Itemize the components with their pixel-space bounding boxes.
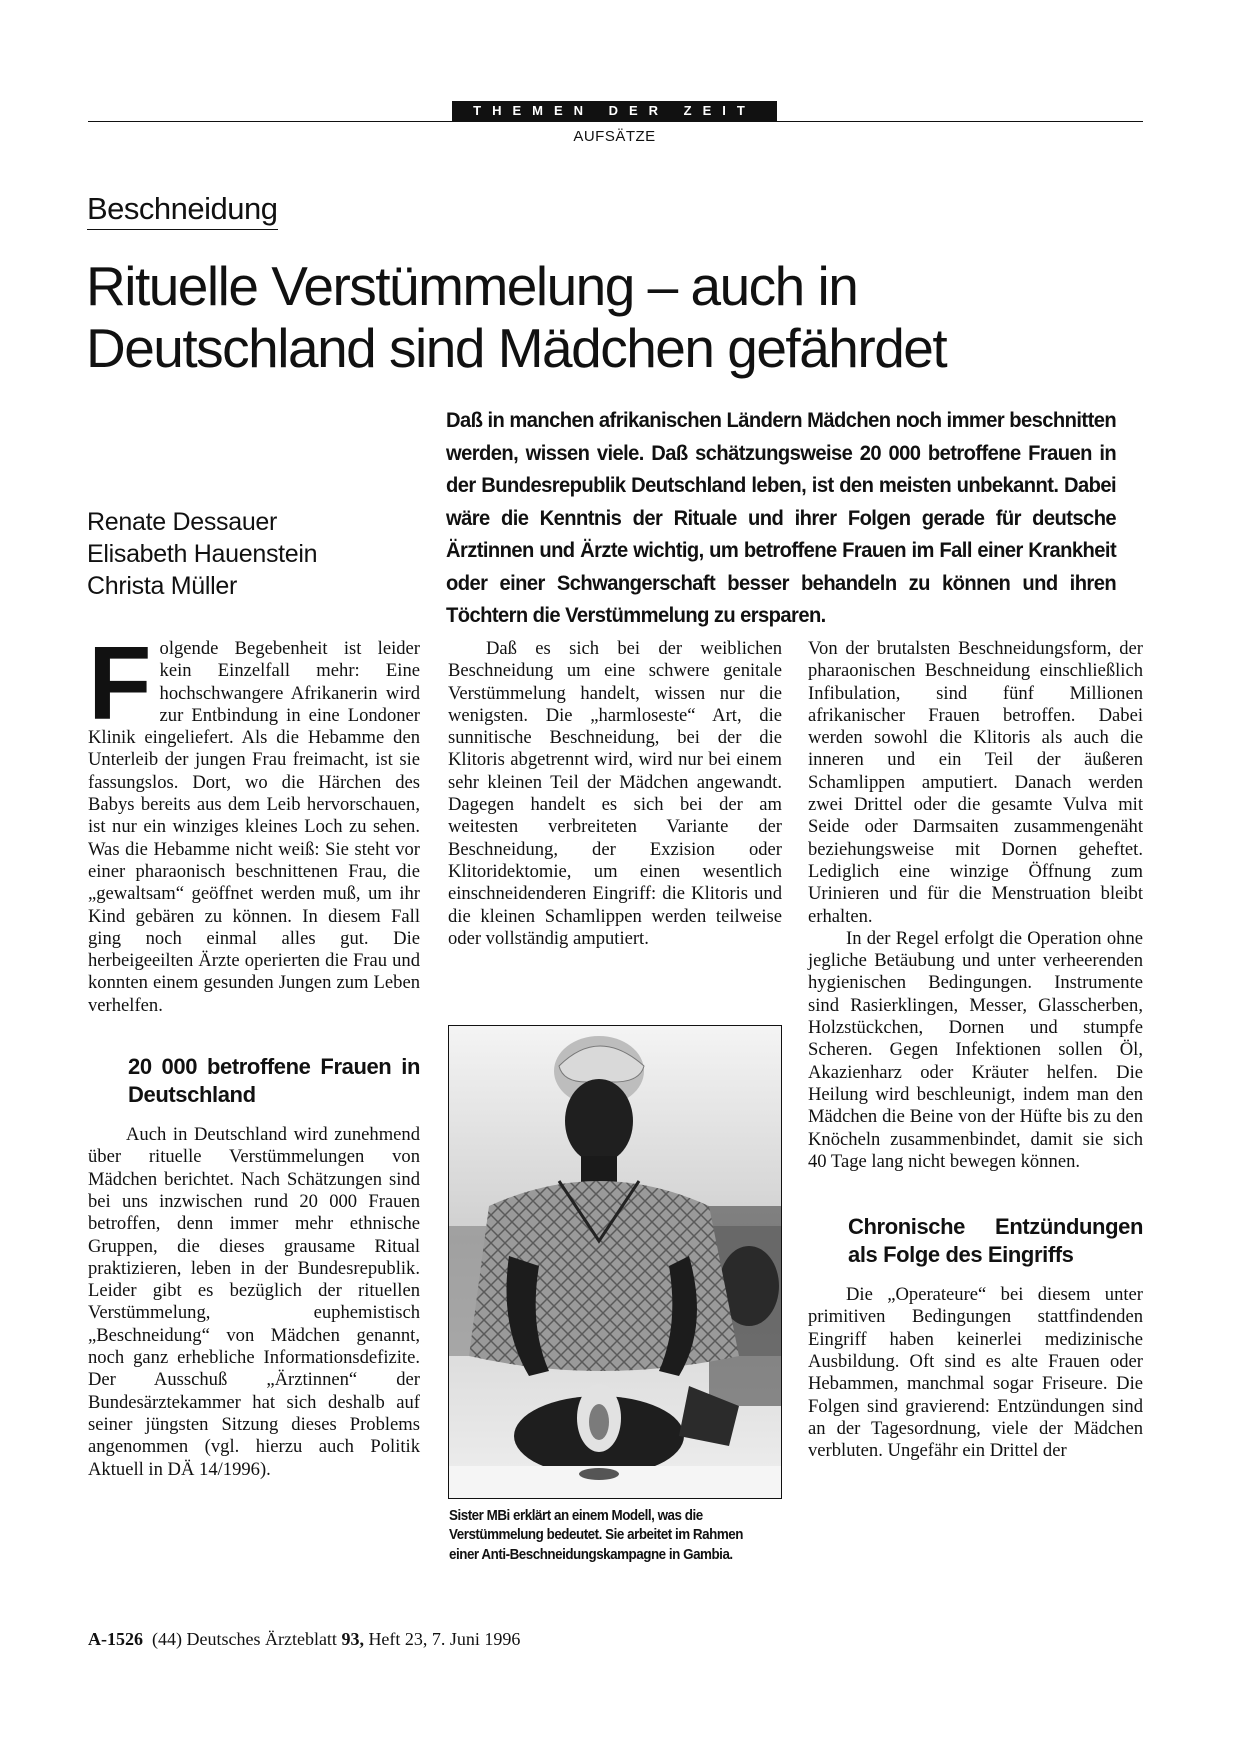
body-paragraph: Die „Operateure“ bei diesem unter primitiven Bedingungen stattfindenden Eingriff haben keinerlei medizinische Ausbildung. Oft sind es alte Frauen oder Hebammen, manchmal sogar Friseure. Die Folgen sind gravierend: Entzündungen sind an der Tagesordnung, viele der Mädchen verbluten. Ungefähr ein Drittel der <box>808 1284 1143 1462</box>
body-column-3 <box>808 638 1143 1463</box>
body-column-2 <box>448 638 782 950</box>
body-column-1 <box>88 626 420 1481</box>
page-number: A-1526 <box>88 1629 143 1649</box>
drop-cap: F <box>88 626 152 742</box>
author-name: Renate Dessauer <box>87 508 278 536</box>
headline-line-2: Deutschland sind Mädchen gefährdet <box>86 317 947 379</box>
article-lead: Daß in manchen afrikanischen Ländern Mädchen noch immer beschnitten werden, wissen viele. Daß schätzungsweise 20 000 betroffene Frauen in der Bundesrepublik Deutschland leben, ist den meisten unbekannt. Dabei wäre die Kenntnis der Rituale und ihrer Folgen gerade für deutsche Ärztinnen und Ärzte wichtig, um betroffene Frauen im Fall einer Krankheit oder einer Schwangerschaft besser behandeln zu können und ihren Töchtern die Verstümmelung zu ersparen. <box>446 409 1117 627</box>
section-subheading: 20 000 betroffene Frauen in Deutschland <box>128 1054 420 1108</box>
photo-caption: Sister MBi erklärt an einem Modell, was die Verstümmelung bedeutet. Sie arbeitet im Rahmen einer Anti-Beschneidungskampagne in Gambia. <box>449 1508 743 1563</box>
body-paragraph: Daß es sich bei der weiblichen Beschneidung um eine schwere genitale Verstümmelung handelt, wissen nur die wenigsten. Die „harmloseste“ Art, die sunnitische Beschneidung, bei der die Klitoris abgetrennt wird, wird nur bei einem sehr kleinen Teil der Mädchen angewandt. Dagegen handelt es sich bei der am weitesten verbreiteten Variante der Beschneidung, der Exzision oder Klitoridektomie, um einen wesentlich einschneidenderen Eingriff: die Klitoris und die kleinen Schamlippen werden teilweise oder vollständig amputiert. <box>448 638 782 949</box>
page-footer <box>88 1629 520 1650</box>
body-paragraph: Auch in Deutschland wird zunehmend über rituelle Verstümmelungen von Mädchen berichtet. Nach Schätzungen sind bei uns inzwischen rund 20 000 Frauen betroffen, denn immer mehr ethnische Gruppen, die dieses grausame Ritual praktizieren, leben in der Bundesrepublik. Leider gibt es bezüglich der rituellen Verstümmelung, euphemistisch „Beschneidung“ von Mädchen genannt, noch ganz erhebliche Informationsdefizite. Der Ausschuß „Ärztinnen“ der Bundesärztekammer hat sich deshalb auf seiner jüngsten Sitzung dieses Problems angenommen (vgl. hierzu auch Politik Aktuell in DÄ 14/1996). <box>88 1124 420 1480</box>
subsection-label: AUFSÄTZE <box>573 128 656 145</box>
section-subheading: Chronische Entzündungen als Folge des Eingriffs <box>848 1214 1143 1268</box>
article-photo <box>448 1025 782 1499</box>
body-paragraph: Von der brutalsten Beschneidungsform, der pharaonischen Beschneidung einschließlich Infibulation, sind fünf Millionen afrikanischer Frauen betroffen. Dabei werden sowohl die Klitoris als auch die inneren und ein Teil der äußeren Schamlippen amputiert. Danach werden zwei Drittel oder die gesamte Vulva mit Seide oder Darmsaiten zusammengenäht beziehungsweise mit Dornen geheftet. Lediglich eine winzige Öffnung zum Urinieren und für die Menstruation bleibt erhalten. <box>808 638 1143 927</box>
author-name: Elisabeth Hauenstein <box>87 540 318 568</box>
section-kicker: THEMEN DER ZEIT <box>452 101 777 121</box>
volume-number: 93, <box>341 1629 364 1649</box>
article-headline <box>86 255 1146 379</box>
author-name: Christa Müller <box>87 572 237 600</box>
body-paragraph <box>88 626 420 1017</box>
photo-illustration <box>449 1026 782 1499</box>
author-list <box>87 506 317 602</box>
issue-date: Heft 23, 7. Juni 1996 <box>368 1629 521 1649</box>
headline-line-1: Rituelle Verstümmelung – auch in <box>86 255 858 317</box>
journal-name: (44) Deutsches Ärzteblatt <box>152 1629 337 1649</box>
article-topic: Beschneidung <box>87 191 278 230</box>
header-rule <box>88 121 1143 122</box>
body-paragraph: In der Regel erfolgt die Operation ohne jegliche Betäubung und unter verheerenden hygienischen Bedingungen. Instrumente sind Rasierklingen, Messer, Glasscherben, Holzstückchen, Dornen und stumpfe Scheren. Gegen Infektionen sollen Öl, Akazienharz oder Kräuter helfen. Die Heilung wird beschleunigt, indem man den Mädchen die Beine von der Hüfte bis zu den Knöcheln zusammenbindet, damit sie sich 40 Tage lang nicht bewegen können. <box>808 927 1143 1172</box>
paragraph-text: olgende Begebenheit ist leider kein Einzelfall mehr: Eine hochschwangere Afrikanerin wird zur Entbindung in eine Londoner Klinik eingeliefert. Als die Hebamme den Unterleib der jungen Frau freimacht, ist sie fassungslos. Dort, wo die Härchen des Babys bereits aus dem Leib hervorschauen, ist nur ein winziges kleines Loch zu sehen. Was die Hebamme nicht weiß: Sie steht vor einer pharaonisch beschnittenen Frau, die „gewaltsam“ geöffnet werden muß, um ihr Kind gebären zu können. In diesem Fall ging noch einmal alles gut. Die herbeigeeilten Ärzte operierten die Frau und konnten einem gesunden Jungen zum Leben verhelfen. <box>88 638 420 1016</box>
